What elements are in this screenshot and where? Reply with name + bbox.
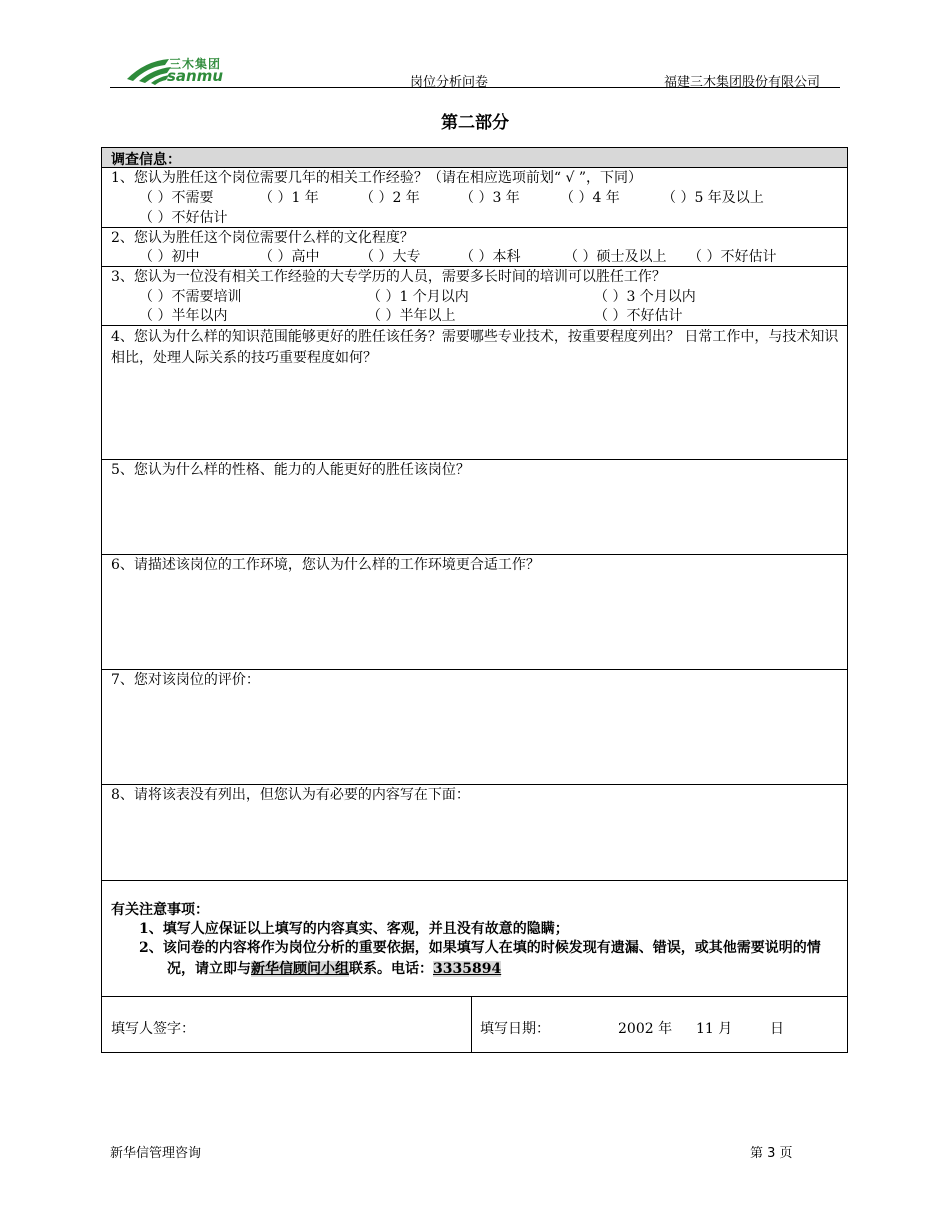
q2-option-college[interactable]: （ ）大专 (360, 249, 421, 265)
q1-option-unsure[interactable]: （ ）不好估计 (139, 210, 228, 226)
q2-option-senior-high[interactable]: （ ）高中 (259, 249, 320, 265)
q3-option-3month[interactable]: （ ）3 个月以内 (594, 289, 696, 305)
q2-option-junior-high[interactable]: （ ）初中 (139, 249, 200, 265)
question-6: 6、请描述该岗位的工作环境，您认为什么样的工作环境更合适工作？ (111, 557, 540, 573)
header-doc-title: 岗位分析问卷 (410, 75, 489, 90)
survey-heading-row (102, 148, 847, 167)
consultant-group-name: 新华信顾问小组 (251, 961, 349, 977)
date-day[interactable]: 日 (770, 1021, 784, 1037)
header-company-name: 福建三木集团股份有限公司 (664, 75, 821, 90)
signer-label: 填写人签字： (111, 1021, 195, 1037)
page-title: 第二部分 (441, 113, 509, 133)
q1-option-none[interactable]: （ ）不需要 (139, 190, 214, 206)
survey-heading: 调查信息： (111, 152, 181, 168)
q2-option-unsure[interactable]: （ ）不好估计 (688, 249, 777, 265)
header-rule (110, 87, 840, 88)
question-4: 4、您认为什么样的知识范围能够更好的胜任该任务？需要哪些专业技术，按重要程度列出？ 日常工作中，与技术知识相比，处理人际关系的技巧重要程度如何？ (111, 329, 839, 366)
question-3: 3、您认为一位没有相关工作经验的大专学历的人员，需要多长时间的培训可以胜任工作？ (111, 269, 666, 285)
q3-option-over-half-year[interactable]: （ ）半年以上 (367, 308, 456, 324)
note-item-2-contact: 联系。电话： (349, 961, 433, 977)
company-logo (125, 55, 235, 87)
q3-option-half-year[interactable]: （ ）半年以内 (139, 308, 228, 324)
row-divider (102, 325, 847, 326)
row-divider (102, 880, 847, 881)
footer-page-number: 第 3 页 (750, 1146, 793, 1161)
date-year[interactable]: 2002 年 (618, 1021, 673, 1037)
q2-option-master-plus[interactable]: （ ）硕士及以上 (564, 249, 667, 265)
q1-option-2year[interactable]: （ ）2 年 (360, 190, 420, 206)
footer-company: 新华信管理咨询 (110, 1146, 202, 1161)
question-8: 8、请将该表没有列出，但您认为有必要的内容写在下面： (111, 787, 470, 803)
row-divider (102, 554, 847, 555)
q1-option-5year-plus[interactable]: （ ）5 年及以上 (662, 190, 764, 206)
row-divider (102, 669, 847, 670)
note-item-2 (139, 938, 833, 980)
row-divider (102, 459, 847, 460)
signature-divider (471, 996, 472, 1053)
logo-chinese-text: 三木集团 (169, 57, 222, 71)
q3-option-unsure[interactable]: （ ）不好估计 (594, 308, 683, 324)
note-item-1: 1、填写人应保证以上填写的内容真实、客观，并且没有故意的隐瞒； (139, 921, 569, 937)
q2-option-bachelor[interactable]: （ ）本科 (460, 249, 521, 265)
row-divider (102, 227, 847, 228)
phone-number: 3335894 (433, 961, 502, 977)
question-1: 1、您认为胜任这个岗位需要几年的相关工作经验？（请在相应选项前划“ √ ”，下同） (111, 170, 643, 186)
question-5: 5、您认为什么样的性格、能力的人能更好的胜任该岗位？ (111, 462, 470, 478)
note-item-2-text: 2、该问卷的内容将作为岗位分析的重要依据，如果填写人在填的时候发现有遗漏、错误，或其他需要说明的情况，请立即与 (139, 940, 821, 977)
date-month[interactable]: 11 月 (696, 1021, 733, 1037)
question-2: 2、您认为胜任这个岗位需要什么样的文化程度？ (111, 230, 414, 246)
row-divider (102, 784, 847, 785)
q1-option-1year[interactable]: （ ）1 年 (259, 190, 319, 206)
q3-option-no-training[interactable]: （ ）不需要培训 (139, 289, 242, 305)
question-7: 7、您对该岗位的评价： (111, 672, 260, 688)
notes-heading: 有关注意事项： (111, 902, 209, 918)
date-label: 填写日期： (480, 1021, 550, 1037)
row-divider (102, 996, 847, 997)
q1-option-3year[interactable]: （ ）3 年 (460, 190, 520, 206)
row-divider (102, 266, 847, 267)
q1-option-4year[interactable]: （ ）4 年 (560, 190, 620, 206)
q3-option-1month[interactable]: （ ）1 个月以内 (367, 289, 469, 305)
survey-table (101, 147, 848, 1053)
logo-latin-text: sanmu (167, 67, 224, 85)
row-divider (102, 167, 847, 168)
